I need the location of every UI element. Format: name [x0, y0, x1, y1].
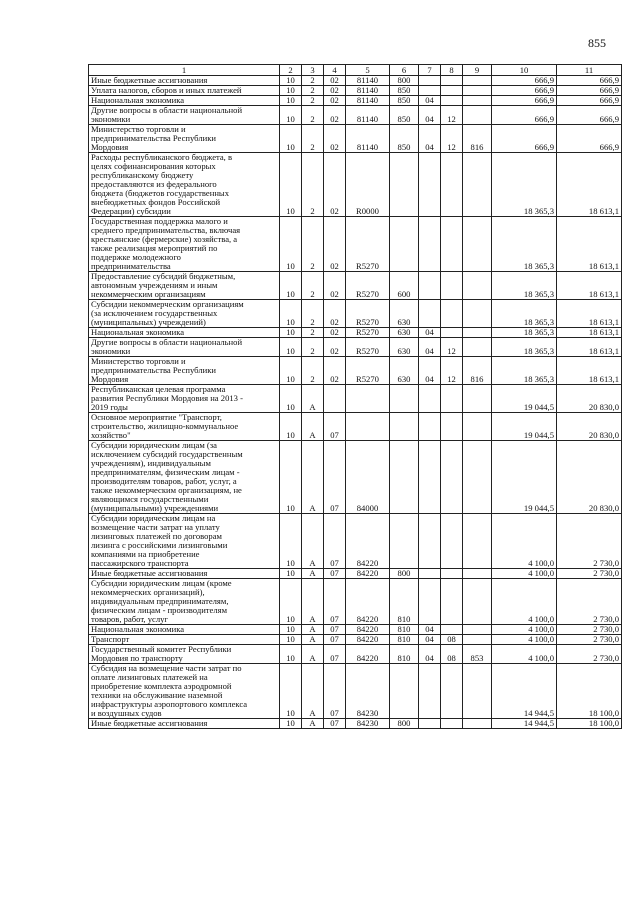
- cell-c10: 18 365,3: [492, 357, 557, 385]
- cell-c7: 04: [419, 125, 441, 153]
- row-label: Государственная поддержка малого и среднего предпринимательства, включая крестьянские (фермерские) хозяйства, а также реализация мероприятий по поддержке молодежного предпринимательства: [89, 217, 280, 272]
- cell-c6: 810: [390, 645, 419, 664]
- cell-c4: 02: [324, 357, 346, 385]
- cell-c8: 08: [441, 645, 463, 664]
- cell-c4: 02: [324, 300, 346, 328]
- cell-c7: [419, 719, 441, 729]
- cell-c10: 19 044,5: [492, 441, 557, 514]
- cell-c9: [463, 625, 492, 635]
- cell-c10: 4 100,0: [492, 514, 557, 569]
- cell-c9: [463, 569, 492, 579]
- cell-c5: 84230: [346, 719, 390, 729]
- cell-c11: 18 613,1: [557, 338, 622, 357]
- cell-c2: 10: [280, 96, 302, 106]
- cell-c11: 18 100,0: [557, 664, 622, 719]
- cell-c11: 2 730,0: [557, 645, 622, 664]
- cell-c7: 04: [419, 357, 441, 385]
- cell-c2: 10: [280, 514, 302, 569]
- cell-c11: 666,9: [557, 86, 622, 96]
- cell-c11: 666,9: [557, 76, 622, 86]
- cell-c3: 2: [302, 76, 324, 86]
- cell-c11: 18 613,1: [557, 357, 622, 385]
- cell-c5: 84220: [346, 645, 390, 664]
- cell-c10: 18 365,3: [492, 338, 557, 357]
- cell-c5: 81140: [346, 125, 390, 153]
- column-header: 4: [324, 65, 346, 76]
- cell-c3: А: [302, 719, 324, 729]
- row-label: Государственный комитет Республики Мордовия по транспорту: [89, 645, 280, 664]
- column-header: 11: [557, 65, 622, 76]
- cell-c6: 810: [390, 635, 419, 645]
- cell-c5: 84220: [346, 625, 390, 635]
- cell-c8: [441, 441, 463, 514]
- column-header: 10: [492, 65, 557, 76]
- cell-c8: [441, 413, 463, 441]
- cell-c2: 10: [280, 357, 302, 385]
- row-label: Иные бюджетные ассигнования: [89, 76, 280, 86]
- cell-c11: 666,9: [557, 125, 622, 153]
- table-row: [89, 357, 622, 385]
- row-label: Основное мероприятие "Транспорт, строительство, жилищно-коммунальное хозяйство": [89, 413, 280, 441]
- cell-c3: 2: [302, 96, 324, 106]
- cell-c9: [463, 441, 492, 514]
- cell-c3: А: [302, 514, 324, 569]
- cell-c9: [463, 300, 492, 328]
- cell-c2: 10: [280, 569, 302, 579]
- table-row: [89, 125, 622, 153]
- cell-c7: [419, 569, 441, 579]
- cell-c11: 666,9: [557, 106, 622, 125]
- cell-c5: R5270: [346, 328, 390, 338]
- cell-c11: 2 730,0: [557, 635, 622, 645]
- cell-c9: [463, 635, 492, 645]
- cell-c2: 10: [280, 272, 302, 300]
- table-row: [89, 385, 622, 413]
- cell-c7: 04: [419, 645, 441, 664]
- cell-c6: 800: [390, 719, 419, 729]
- cell-c5: R5270: [346, 338, 390, 357]
- cell-c6: 800: [390, 76, 419, 86]
- cell-c5: 81140: [346, 96, 390, 106]
- table-row: [89, 153, 622, 217]
- cell-c8: [441, 96, 463, 106]
- table-row: [89, 106, 622, 125]
- cell-c3: 2: [302, 217, 324, 272]
- row-label: Национальная экономика: [89, 625, 280, 635]
- table-row: [89, 217, 622, 272]
- cell-c8: 12: [441, 357, 463, 385]
- cell-c5: 81140: [346, 76, 390, 86]
- cell-c8: [441, 153, 463, 217]
- cell-c9: [463, 96, 492, 106]
- column-header: 8: [441, 65, 463, 76]
- table-row: [89, 625, 622, 635]
- row-label: Другие вопросы в области национальной экономики: [89, 338, 280, 357]
- cell-c6: 630: [390, 338, 419, 357]
- cell-c11: 2 730,0: [557, 514, 622, 569]
- row-label: Национальная экономика: [89, 96, 280, 106]
- cell-c8: 12: [441, 338, 463, 357]
- cell-c4: 02: [324, 125, 346, 153]
- cell-c6: [390, 514, 419, 569]
- row-label: Субсидии юридическим лицам (за исключением субсидий государственным учреждениям), индивидуальным предпринимателям, физическим лицам - производителям товаров, работ, услуг, а также некоммерческим организациям, не являющимся государственными (муниципальными) учреждениями: [89, 441, 280, 514]
- cell-c10: 14 944,5: [492, 719, 557, 729]
- cell-c5: 84220: [346, 579, 390, 625]
- cell-c6: 630: [390, 300, 419, 328]
- cell-c8: [441, 514, 463, 569]
- column-header: 3: [302, 65, 324, 76]
- cell-c8: [441, 300, 463, 328]
- cell-c8: [441, 328, 463, 338]
- table-row: [89, 635, 622, 645]
- cell-c2: 10: [280, 106, 302, 125]
- cell-c2: 10: [280, 328, 302, 338]
- cell-c3: 2: [302, 272, 324, 300]
- cell-c11: 18 613,1: [557, 328, 622, 338]
- cell-c4: 07: [324, 645, 346, 664]
- cell-c4: 02: [324, 86, 346, 96]
- cell-c6: [390, 385, 419, 413]
- cell-c5: R5270: [346, 357, 390, 385]
- cell-c6: [390, 217, 419, 272]
- row-label: Национальная экономика: [89, 328, 280, 338]
- cell-c10: 18 365,3: [492, 328, 557, 338]
- column-header: 6: [390, 65, 419, 76]
- row-label: Иные бюджетные ассигнования: [89, 719, 280, 729]
- cell-c7: [419, 385, 441, 413]
- cell-c3: 2: [302, 357, 324, 385]
- cell-c5: R5270: [346, 272, 390, 300]
- cell-c9: [463, 153, 492, 217]
- cell-c4: 07: [324, 579, 346, 625]
- table-row: [89, 328, 622, 338]
- cell-c2: 10: [280, 153, 302, 217]
- cell-c10: 18 365,3: [492, 153, 557, 217]
- cell-c2: 10: [280, 413, 302, 441]
- cell-c3: 2: [302, 125, 324, 153]
- cell-c4: 02: [324, 106, 346, 125]
- cell-c8: [441, 569, 463, 579]
- cell-c4: 02: [324, 96, 346, 106]
- cell-c10: 666,9: [492, 96, 557, 106]
- cell-c6: 800: [390, 569, 419, 579]
- cell-c8: [441, 719, 463, 729]
- cell-c10: 18 365,3: [492, 272, 557, 300]
- cell-c9: [463, 413, 492, 441]
- cell-c4: 07: [324, 441, 346, 514]
- table-row: [89, 86, 622, 96]
- cell-c2: 10: [280, 645, 302, 664]
- cell-c2: 10: [280, 300, 302, 328]
- cell-c3: А: [302, 645, 324, 664]
- cell-c2: 10: [280, 441, 302, 514]
- cell-c8: [441, 86, 463, 96]
- table-row: [89, 338, 622, 357]
- table-row: [89, 300, 622, 328]
- cell-c4: 07: [324, 569, 346, 579]
- table-row: [89, 645, 622, 664]
- cell-c10: 4 100,0: [492, 645, 557, 664]
- cell-c9: [463, 76, 492, 86]
- cell-c5: 84220: [346, 569, 390, 579]
- cell-c5: 81140: [346, 106, 390, 125]
- cell-c2: 10: [280, 76, 302, 86]
- cell-c10: 18 365,3: [492, 300, 557, 328]
- cell-c3: 2: [302, 338, 324, 357]
- budget-table: [88, 64, 622, 729]
- cell-c9: 816: [463, 125, 492, 153]
- cell-c3: 2: [302, 106, 324, 125]
- cell-c5: R0000: [346, 153, 390, 217]
- cell-c10: 4 100,0: [492, 569, 557, 579]
- cell-c7: 04: [419, 96, 441, 106]
- cell-c5: 84230: [346, 664, 390, 719]
- cell-c11: 18 613,1: [557, 217, 622, 272]
- cell-c11: 18 100,0: [557, 719, 622, 729]
- cell-c10: 14 944,5: [492, 664, 557, 719]
- cell-c9: [463, 328, 492, 338]
- cell-c4: 07: [324, 635, 346, 645]
- cell-c4: 02: [324, 153, 346, 217]
- cell-c4: 07: [324, 413, 346, 441]
- cell-c7: [419, 272, 441, 300]
- cell-c10: 19 044,5: [492, 413, 557, 441]
- cell-c5: [346, 385, 390, 413]
- table-row: [89, 441, 622, 514]
- cell-c3: А: [302, 664, 324, 719]
- cell-c4: 02: [324, 76, 346, 86]
- cell-c4: 02: [324, 328, 346, 338]
- cell-c8: [441, 272, 463, 300]
- cell-c5: 84220: [346, 635, 390, 645]
- table-row: [89, 569, 622, 579]
- cell-c8: 12: [441, 106, 463, 125]
- cell-c5: R5270: [346, 300, 390, 328]
- column-header: 7: [419, 65, 441, 76]
- table-row: [89, 272, 622, 300]
- page-number: 855: [588, 36, 606, 50]
- cell-c10: 4 100,0: [492, 625, 557, 635]
- cell-c2: 10: [280, 385, 302, 413]
- cell-c9: [463, 579, 492, 625]
- row-label: Субсидии некоммерческим организациям (за исключением государственных (муниципальных) учреждений): [89, 300, 280, 328]
- cell-c7: 04: [419, 338, 441, 357]
- cell-c6: 850: [390, 86, 419, 96]
- cell-c8: [441, 579, 463, 625]
- cell-c8: [441, 385, 463, 413]
- cell-c6: 630: [390, 357, 419, 385]
- cell-c2: 10: [280, 625, 302, 635]
- cell-c8: 08: [441, 635, 463, 645]
- cell-c6: [390, 441, 419, 514]
- row-label: Субсидии юридическим лицам (кроме некоммерческих организаций), индивидуальным предпринимателям, физическим лицам - производителям товаров, работ, услуг: [89, 579, 280, 625]
- cell-c3: А: [302, 579, 324, 625]
- table-row: [89, 579, 622, 625]
- cell-c9: [463, 719, 492, 729]
- row-label: Другие вопросы в области национальной экономики: [89, 106, 280, 125]
- cell-c5: 84220: [346, 514, 390, 569]
- cell-c5: 81140: [346, 86, 390, 96]
- cell-c5: 84000: [346, 441, 390, 514]
- row-label: Субсидии юридическим лицам на возмещение части затрат на уплату лизинговых платежей по договорам лизинга с российскими лизинговыми компаниями на приобретение пассажирского транспорта: [89, 514, 280, 569]
- row-label: Субсидия на возмещение части затрат по оплате лизинговых платежей на приобретение комплекта аэродромной техники на обслуживание наземной инфраструктуры аэропортового комплекса и воздушных судов: [89, 664, 280, 719]
- cell-c6: 630: [390, 328, 419, 338]
- cell-c9: [463, 385, 492, 413]
- cell-c2: 10: [280, 664, 302, 719]
- table-row: [89, 719, 622, 729]
- cell-c7: [419, 514, 441, 569]
- cell-c3: А: [302, 385, 324, 413]
- cell-c9: [463, 272, 492, 300]
- cell-c4: 07: [324, 625, 346, 635]
- cell-c7: 04: [419, 106, 441, 125]
- cell-c5: [346, 413, 390, 441]
- cell-c2: 10: [280, 635, 302, 645]
- row-label: Министерство торговли и предпринимательства Республики Мордовия: [89, 125, 280, 153]
- cell-c11: 20 830,0: [557, 441, 622, 514]
- cell-c9: 853: [463, 645, 492, 664]
- cell-c2: 10: [280, 125, 302, 153]
- cell-c8: [441, 625, 463, 635]
- cell-c6: 850: [390, 106, 419, 125]
- column-header: 9: [463, 65, 492, 76]
- cell-c4: 07: [324, 664, 346, 719]
- cell-c4: 02: [324, 338, 346, 357]
- cell-c7: [419, 300, 441, 328]
- cell-c7: [419, 76, 441, 86]
- cell-c11: 18 613,1: [557, 300, 622, 328]
- table-row: [89, 96, 622, 106]
- cell-c3: А: [302, 625, 324, 635]
- cell-c6: [390, 153, 419, 217]
- cell-c7: [419, 413, 441, 441]
- cell-c10: 18 365,3: [492, 217, 557, 272]
- cell-c8: [441, 664, 463, 719]
- cell-c7: 04: [419, 328, 441, 338]
- table-row: [89, 514, 622, 569]
- cell-c10: 666,9: [492, 86, 557, 96]
- cell-c11: 18 613,1: [557, 153, 622, 217]
- table-row: [89, 664, 622, 719]
- cell-c2: 10: [280, 217, 302, 272]
- cell-c10: 19 044,5: [492, 385, 557, 413]
- cell-c3: А: [302, 441, 324, 514]
- cell-c9: [463, 106, 492, 125]
- cell-c3: 2: [302, 86, 324, 96]
- cell-c4: 07: [324, 719, 346, 729]
- cell-c2: 10: [280, 86, 302, 96]
- column-header: 5: [346, 65, 390, 76]
- cell-c7: 04: [419, 625, 441, 635]
- cell-c6: 810: [390, 625, 419, 635]
- cell-c9: [463, 338, 492, 357]
- cell-c4: 02: [324, 217, 346, 272]
- row-label: Уплата налогов, сборов и иных платежей: [89, 86, 280, 96]
- cell-c3: 2: [302, 153, 324, 217]
- row-label: Республиканская целевая программа развития Республики Мордовия на 2013 - 2019 годы: [89, 385, 280, 413]
- cell-c11: 2 730,0: [557, 569, 622, 579]
- cell-c3: А: [302, 569, 324, 579]
- cell-c9: [463, 664, 492, 719]
- cell-c10: 4 100,0: [492, 635, 557, 645]
- table-row: [89, 413, 622, 441]
- cell-c3: 2: [302, 328, 324, 338]
- cell-c11: 2 730,0: [557, 625, 622, 635]
- cell-c6: 600: [390, 272, 419, 300]
- cell-c6: [390, 664, 419, 719]
- table-row: [89, 76, 622, 86]
- cell-c4: [324, 385, 346, 413]
- table-body: [89, 76, 622, 729]
- cell-c7: [419, 153, 441, 217]
- cell-c7: [419, 441, 441, 514]
- cell-c11: 666,9: [557, 96, 622, 106]
- cell-c6: 810: [390, 579, 419, 625]
- cell-c9: [463, 217, 492, 272]
- cell-c6: [390, 413, 419, 441]
- cell-c10: 666,9: [492, 106, 557, 125]
- row-label: Расходы республиканского бюджета, в целях софинансирования которых республиканскому бюджету предоставляются из федерального бюджета (бюджетов государственных внебюджетных фондов Российской Федерации) субсидии: [89, 153, 280, 217]
- row-label: Транспорт: [89, 635, 280, 645]
- cell-c10: 666,9: [492, 76, 557, 86]
- cell-c6: 850: [390, 125, 419, 153]
- cell-c2: 10: [280, 719, 302, 729]
- cell-c7: [419, 217, 441, 272]
- row-label: Министерство торговли и предпринимательства Республики Мордовия: [89, 357, 280, 385]
- column-header: 2: [280, 65, 302, 76]
- cell-c8: [441, 76, 463, 86]
- row-label: Иные бюджетные ассигнования: [89, 569, 280, 579]
- cell-c2: 10: [280, 579, 302, 625]
- cell-c11: 18 613,1: [557, 272, 622, 300]
- cell-c11: 2 730,0: [557, 579, 622, 625]
- cell-c9: 816: [463, 357, 492, 385]
- cell-c10: 666,9: [492, 125, 557, 153]
- cell-c8: [441, 217, 463, 272]
- cell-c4: 02: [324, 272, 346, 300]
- cell-c3: 2: [302, 300, 324, 328]
- table-header-row: [89, 65, 622, 76]
- cell-c2: 10: [280, 338, 302, 357]
- row-label: Предоставление субсидий бюджетным, автономным учреждениям и иным некоммерческим организациям: [89, 272, 280, 300]
- cell-c6: 850: [390, 96, 419, 106]
- cell-c11: 20 830,0: [557, 385, 622, 413]
- cell-c7: [419, 86, 441, 96]
- cell-c5: R5270: [346, 217, 390, 272]
- cell-c3: А: [302, 413, 324, 441]
- cell-c10: 4 100,0: [492, 579, 557, 625]
- column-header: 1: [89, 65, 280, 76]
- cell-c7: 04: [419, 635, 441, 645]
- cell-c4: 07: [324, 514, 346, 569]
- cell-c7: [419, 664, 441, 719]
- cell-c8: 12: [441, 125, 463, 153]
- cell-c9: [463, 514, 492, 569]
- cell-c11: 20 830,0: [557, 413, 622, 441]
- cell-c9: [463, 86, 492, 96]
- cell-c3: А: [302, 635, 324, 645]
- cell-c7: [419, 579, 441, 625]
